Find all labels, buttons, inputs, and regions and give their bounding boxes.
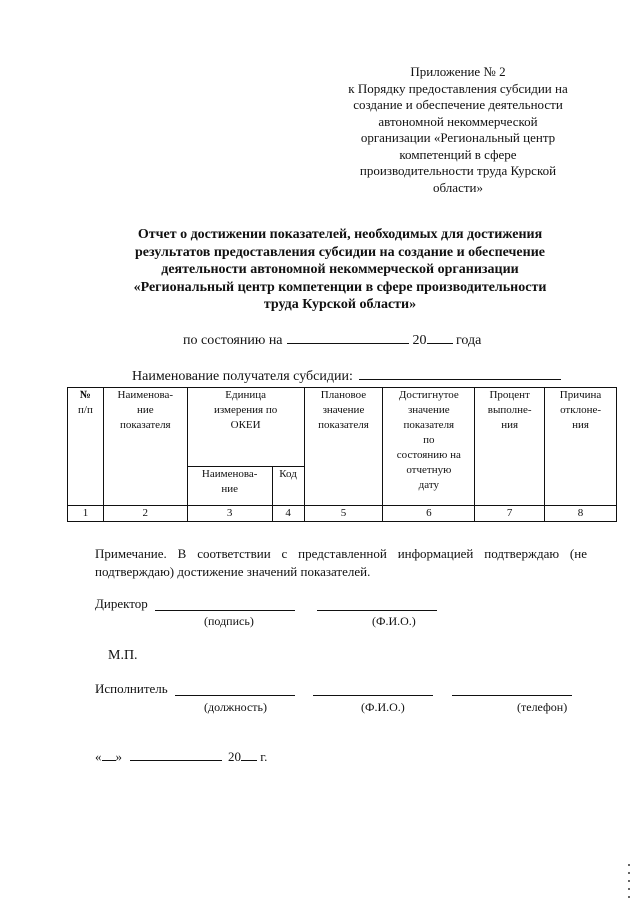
date-year-prefix: 20 bbox=[228, 749, 241, 764]
year-blank[interactable] bbox=[241, 760, 257, 761]
recipient-line bbox=[132, 369, 561, 385]
report-title-line: Отчет о достижении показателей, необходимых для достижения bbox=[137, 227, 543, 242]
director-signature-caption: (подпись) bbox=[204, 614, 254, 628]
header-unit-code: Код bbox=[272, 467, 304, 506]
report-title-line: деятельности автономной некоммерческой организации bbox=[161, 262, 519, 277]
appendix-line: к Порядку предоставления субсидии на bbox=[348, 80, 568, 96]
header-percent: Процент выполне- ния bbox=[475, 388, 545, 506]
date-open-quote: « bbox=[95, 749, 102, 764]
executor-fio-line[interactable] bbox=[313, 695, 433, 696]
column-number: 3 bbox=[187, 506, 272, 522]
director-signature-line[interactable] bbox=[155, 610, 295, 611]
scan-edge-marks bbox=[628, 864, 630, 904]
date-suffix: г. bbox=[260, 749, 268, 764]
report-title-line: результатов предоставления субсидии на создание и обеспечение bbox=[135, 244, 545, 260]
column-number: 2 bbox=[103, 506, 187, 522]
indicators-table bbox=[67, 387, 617, 522]
appendix-line: автономной некоммерческой bbox=[378, 113, 538, 129]
director-fio-caption: (Ф.И.О.) bbox=[372, 614, 416, 628]
recipient-blank[interactable] bbox=[359, 379, 561, 380]
header-unit-name: Наименова- ние bbox=[187, 467, 272, 506]
signing-date-line bbox=[95, 749, 267, 765]
executor-label: Исполнитель bbox=[95, 681, 168, 696]
as-of-year-blank[interactable] bbox=[427, 343, 453, 344]
executor-phone-caption: (телефон) bbox=[517, 700, 568, 714]
recipient-label: Наименование получателя субсидии: bbox=[132, 369, 353, 384]
column-number: 4 bbox=[272, 506, 304, 522]
column-number: 1 bbox=[68, 506, 104, 522]
report-title-line: труда Курской области» bbox=[263, 297, 417, 312]
executor-phone-line[interactable] bbox=[452, 695, 572, 696]
column-number: 8 bbox=[545, 506, 617, 522]
appendix-line: области» bbox=[433, 179, 483, 195]
header-indicator-name: Наименова- ние показателя bbox=[103, 388, 187, 506]
header-deviation-reason: Причина отклоне- ния bbox=[545, 388, 617, 506]
appendix-line: создание и обеспечение деятельности bbox=[353, 97, 563, 112]
header-no: № п/п bbox=[68, 388, 104, 506]
appendix-line: организации «Региональный центр bbox=[360, 130, 556, 145]
executor-fio-caption: (Ф.И.О.) bbox=[361, 700, 405, 714]
header-achieved-value: Достигнутое значение показателя по состоянию на отчетную дату bbox=[383, 388, 475, 506]
report-title bbox=[90, 226, 590, 314]
column-number: 5 bbox=[304, 506, 383, 522]
report-title-line: «Региональный центр компетенции в сфере производительности bbox=[133, 279, 547, 295]
table-header-row bbox=[68, 388, 617, 467]
column-number: 6 bbox=[383, 506, 475, 522]
column-number: 7 bbox=[475, 506, 545, 522]
appendix-header bbox=[330, 64, 586, 196]
director-label: Директор bbox=[95, 596, 148, 611]
header-planned-value: Плановое значение показателя bbox=[304, 388, 383, 506]
day-blank[interactable] bbox=[102, 760, 116, 761]
as-of-label: по состоянию на bbox=[183, 333, 283, 348]
date-close-quote: » bbox=[115, 749, 122, 764]
executor-position-caption: (должность) bbox=[204, 700, 267, 714]
month-blank[interactable] bbox=[130, 760, 222, 761]
table-row bbox=[68, 506, 617, 522]
header-unit: Единица измерения по ОКЕИ bbox=[187, 388, 304, 467]
stamp-place: М.П. bbox=[108, 648, 138, 663]
as-of-date-blank[interactable] bbox=[287, 343, 409, 344]
appendix-line: производительности труда Курской bbox=[359, 163, 557, 178]
director-fio-line[interactable] bbox=[317, 610, 437, 611]
appendix-line: компетенций в сфере bbox=[399, 146, 517, 162]
appendix-line: Приложение № 2 bbox=[410, 64, 506, 79]
as-of-year-prefix: 20 bbox=[412, 333, 427, 348]
executor-position-line[interactable] bbox=[175, 695, 295, 696]
note-paragraph: Примечание. В соответствии с представленной информацией подтверждаю (не подтверждаю) достижение значений показателей. bbox=[95, 546, 587, 579]
as-of-date-line bbox=[183, 333, 481, 349]
as-of-suffix: года bbox=[456, 333, 482, 348]
